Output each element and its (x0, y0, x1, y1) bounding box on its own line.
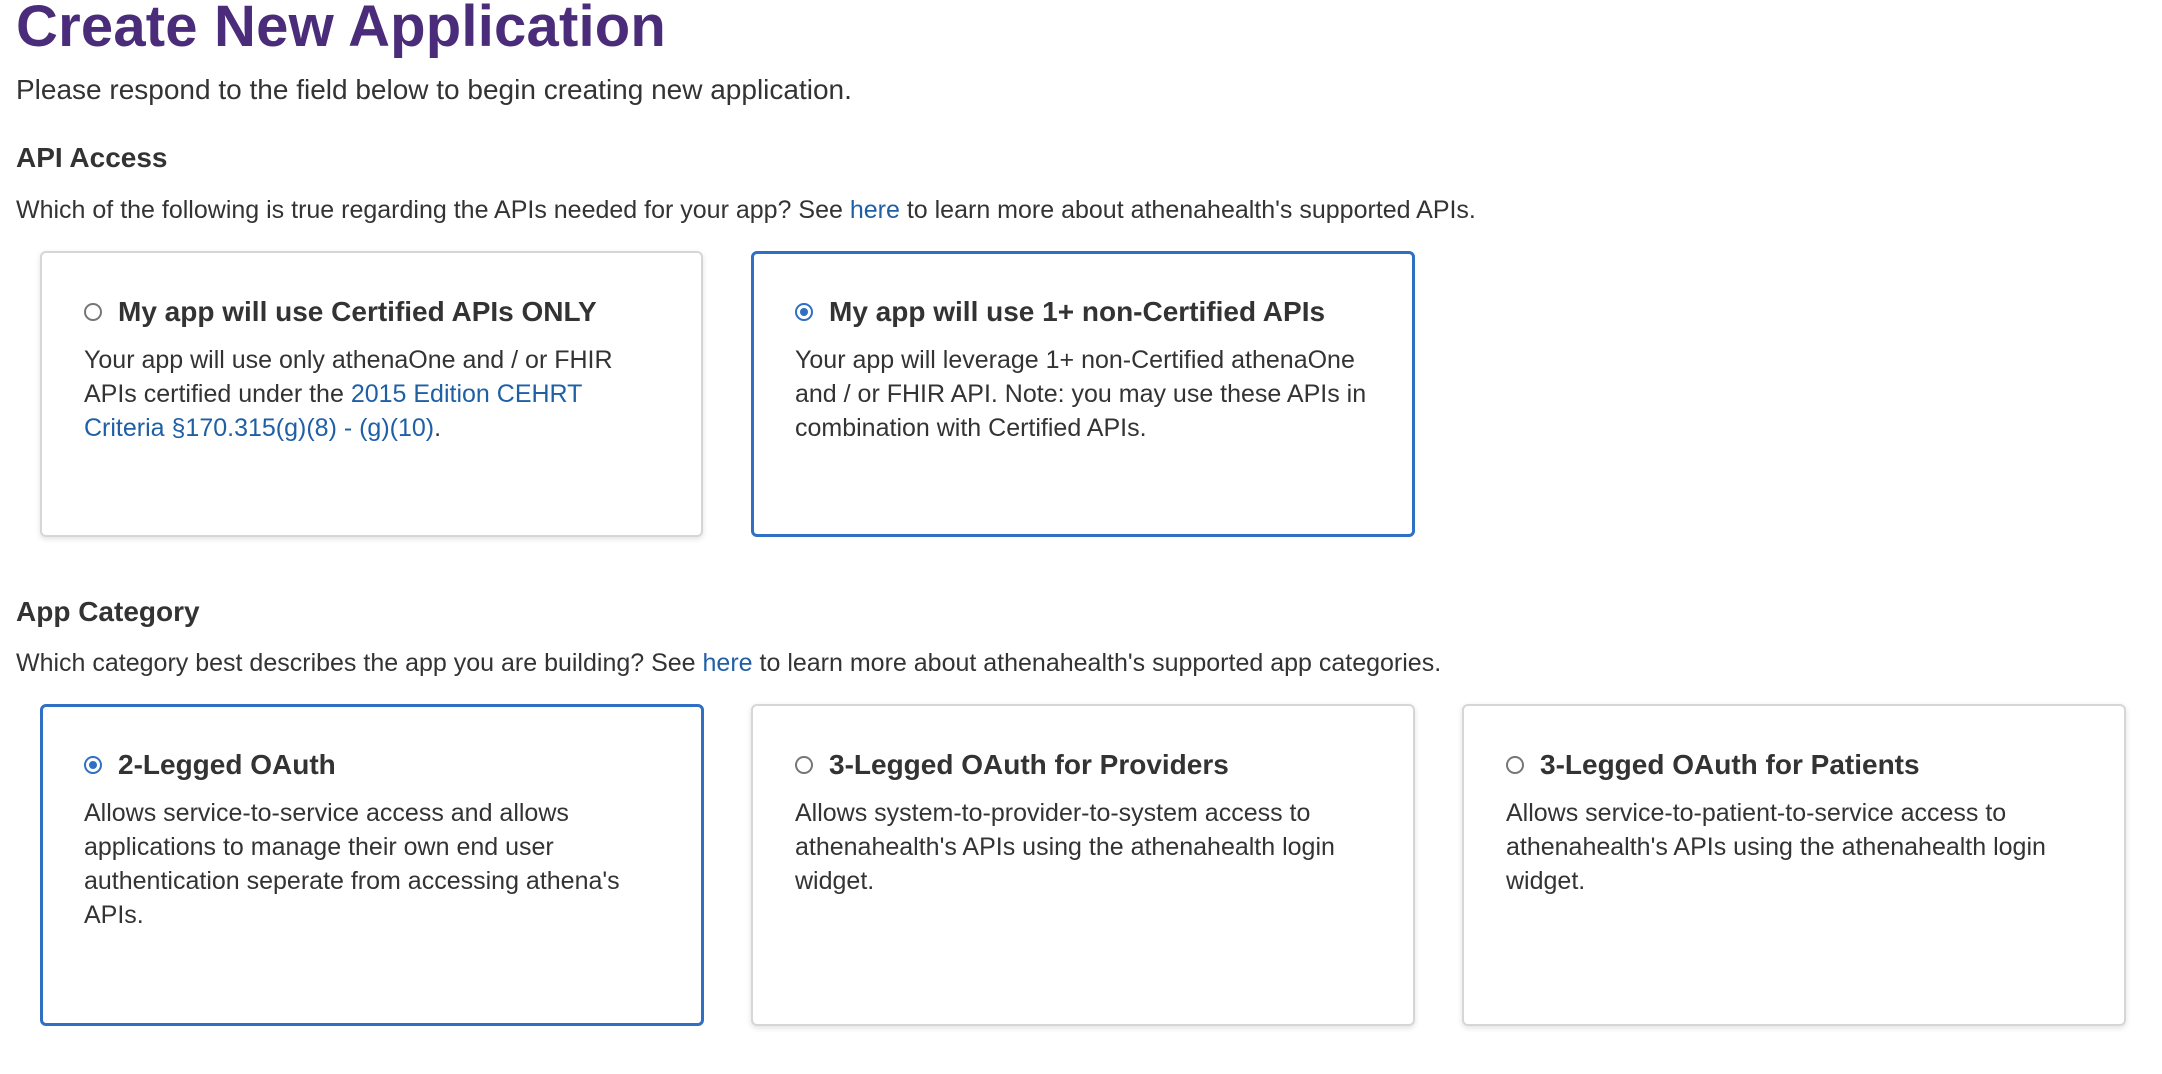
option-description: Allows service-to-patient-to-service access to athenahealth's APIs using the athenahealth login widget. (1506, 799, 2046, 895)
option-description: Your app will leverage 1+ non-Certified athenaOne and / or FHIR API. Note: you may use these APIs in combination with Certified APIs. (795, 346, 1367, 442)
option-description: Allows service-to-service access and allows applications to manage their own end user authentication seperate from accessing athena's APIs. (84, 799, 620, 929)
radio-non-certified-apis[interactable] (795, 303, 813, 321)
option-desc-text-end: . (434, 414, 442, 442)
option-title: 3-Legged OAuth for Patients (1540, 749, 1920, 780)
page-title: Create New Application (16, 0, 667, 59)
cehrt-criteria-link[interactable]: 2015 Edition CEHRT Criteria §170.315(g)(8) - (g)(10) (84, 380, 582, 442)
option-3-legged-oauth-patients[interactable] (1462, 704, 2126, 1026)
option-non-certified-apis[interactable] (751, 251, 1415, 537)
option-title: 3-Legged OAuth for Providers (829, 749, 1229, 780)
option-title: 2-Legged OAuth (118, 749, 336, 780)
app-category-desc-text-2: to learn more about athenahealth's supported app categories. (752, 649, 1442, 677)
option-2-legged-oauth[interactable] (40, 704, 704, 1026)
radio-certified-apis-only[interactable] (84, 303, 102, 321)
radio-3-legged-oauth-providers[interactable] (795, 756, 813, 774)
option-title: My app will use Certified APIs ONLY (118, 296, 597, 327)
option-description: Allows system-to-provider-to-system access to athenahealth's APIs using the athenahealth login widget. (795, 799, 1335, 895)
app-category-desc-text-1: Which category best describes the app you are building? See (16, 649, 703, 677)
api-access-desc-text-1: Which of the following is true regarding the APIs needed for your app? See (16, 196, 850, 224)
page-intro: Please respond to the field below to begin creating new application. (16, 74, 852, 105)
api-access-here-link[interactable]: here (849, 196, 900, 224)
app-category-here-link[interactable]: here (702, 649, 753, 677)
app-category-title: App Category (16, 596, 200, 627)
api-access-description (16, 192, 1476, 228)
radio-2-legged-oauth[interactable] (84, 756, 102, 774)
api-access-desc-text-2: to learn more about athenahealth's supported APIs. (899, 196, 1476, 224)
option-3-legged-oauth-providers[interactable] (751, 704, 1415, 1026)
option-desc-text: Your app will use only athenaOne and / or FHIR APIs certified under the (84, 346, 613, 408)
api-access-title: API Access (16, 142, 168, 173)
radio-3-legged-oauth-patients[interactable] (1506, 756, 1524, 774)
option-certified-apis-only[interactable] (40, 251, 703, 537)
option-title: My app will use 1+ non-Certified APIs (829, 296, 1326, 327)
app-category-description (16, 645, 1441, 681)
option-description (84, 343, 661, 445)
